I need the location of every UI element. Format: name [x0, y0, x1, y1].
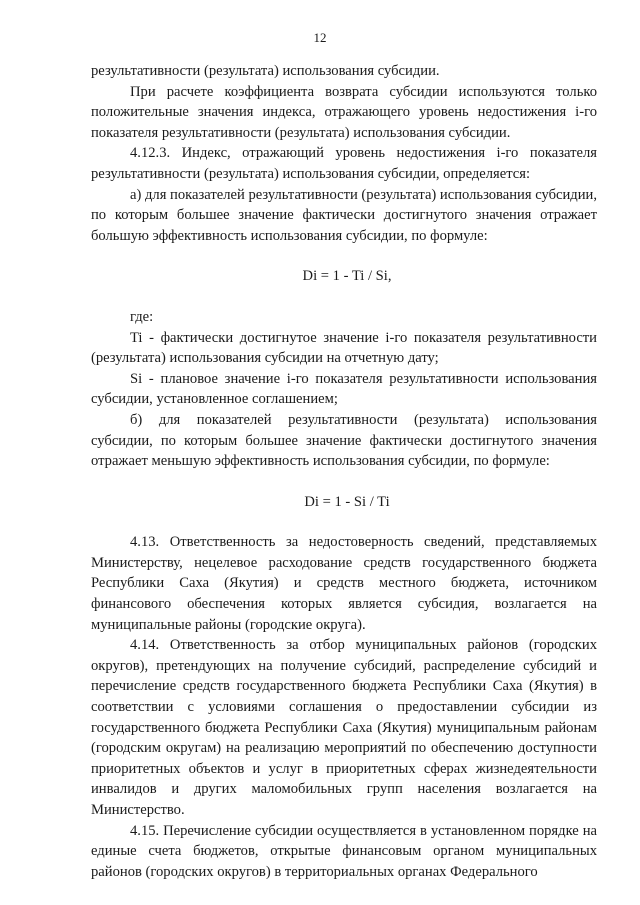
page-number: 12 — [313, 30, 327, 45]
paragraph-case-a: а) для показателей результативности (результата) использования субсидии, по которым большее значение фактически достигнутого значения отражает большую эффективность использования субсидии, по формуле: — [91, 186, 597, 244]
paragraph-4-14: 4.14. Ответственность за отбор муниципальных районов (городских округов), претендующих на получение субсидий, распределение субсидий и перечисление средств государственного бюджета Республики Саха (Якутия) в соответствии с условиями соглашения о предоставлении субсидии из государственного бюджета Республики Саха (Якутия) муниципальным районам (городским округам) на реализацию мероприятий по обеспечению доступности приоритетных объектов и услуг в приоритетных сферах жизнедеятельности инвалидов и других маломобильных групп населения возлагается на Министерство. — [91, 637, 597, 818]
paragraph-where: где: — [130, 308, 154, 325]
paragraph-coefficient-note: При расчете коэффициента возврата субсидии используются только положительные значения индекса, отражающего уровень недостижения i-го показателя результативности (результата) использования субсидии. — [91, 83, 597, 141]
paragraph-si-definition: Si - плановое значение i-го показателя результативности использования субсидии, установленное соглашением; — [91, 370, 597, 408]
paragraph-4-15: 4.15. Перечисление субсидии осуществляется в установленном порядке на единые счета бюджетов, открытые финансовым органом муниципальных районов (городских округов) в территориальных органах Федерального — [91, 822, 597, 880]
document-body — [91, 61, 597, 882]
formula-di-case-b: Di = 1 - Si / Ti — [304, 493, 390, 510]
formula-di-case-a: Di = 1 - Ti / Si, — [302, 268, 392, 285]
paragraph-4-13: 4.13. Ответственность за недостоверность сведений, представляемых Министерству, нецелевое расходование средств государственного бюджета Республики Саха (Якутия) и средств местного бюджета, источником финансового обеспечения которых является субсидия, возлагается на муниципальные районы (городские округа). — [91, 534, 597, 633]
paragraph-continuation: результативности (результата) использования субсидии. — [91, 63, 440, 79]
paragraph-case-b: б) для показателей результативности (результата) использования субсидии, по которым большее значение фактически достигнутого значения отражает меньшую эффективность использования субсидии, по формуле: — [91, 411, 597, 470]
paragraph-ti-definition: Ti - фактически достигнутое значение i-го показателя результативности (результата) использования субсидии на отчетную дату; — [91, 329, 597, 367]
paragraph-4-12-3: 4.12.3. Индекс, отражающий уровень недостижения i-го показателя результативности (результата) использования субсидии, определяется: — [91, 145, 597, 182]
